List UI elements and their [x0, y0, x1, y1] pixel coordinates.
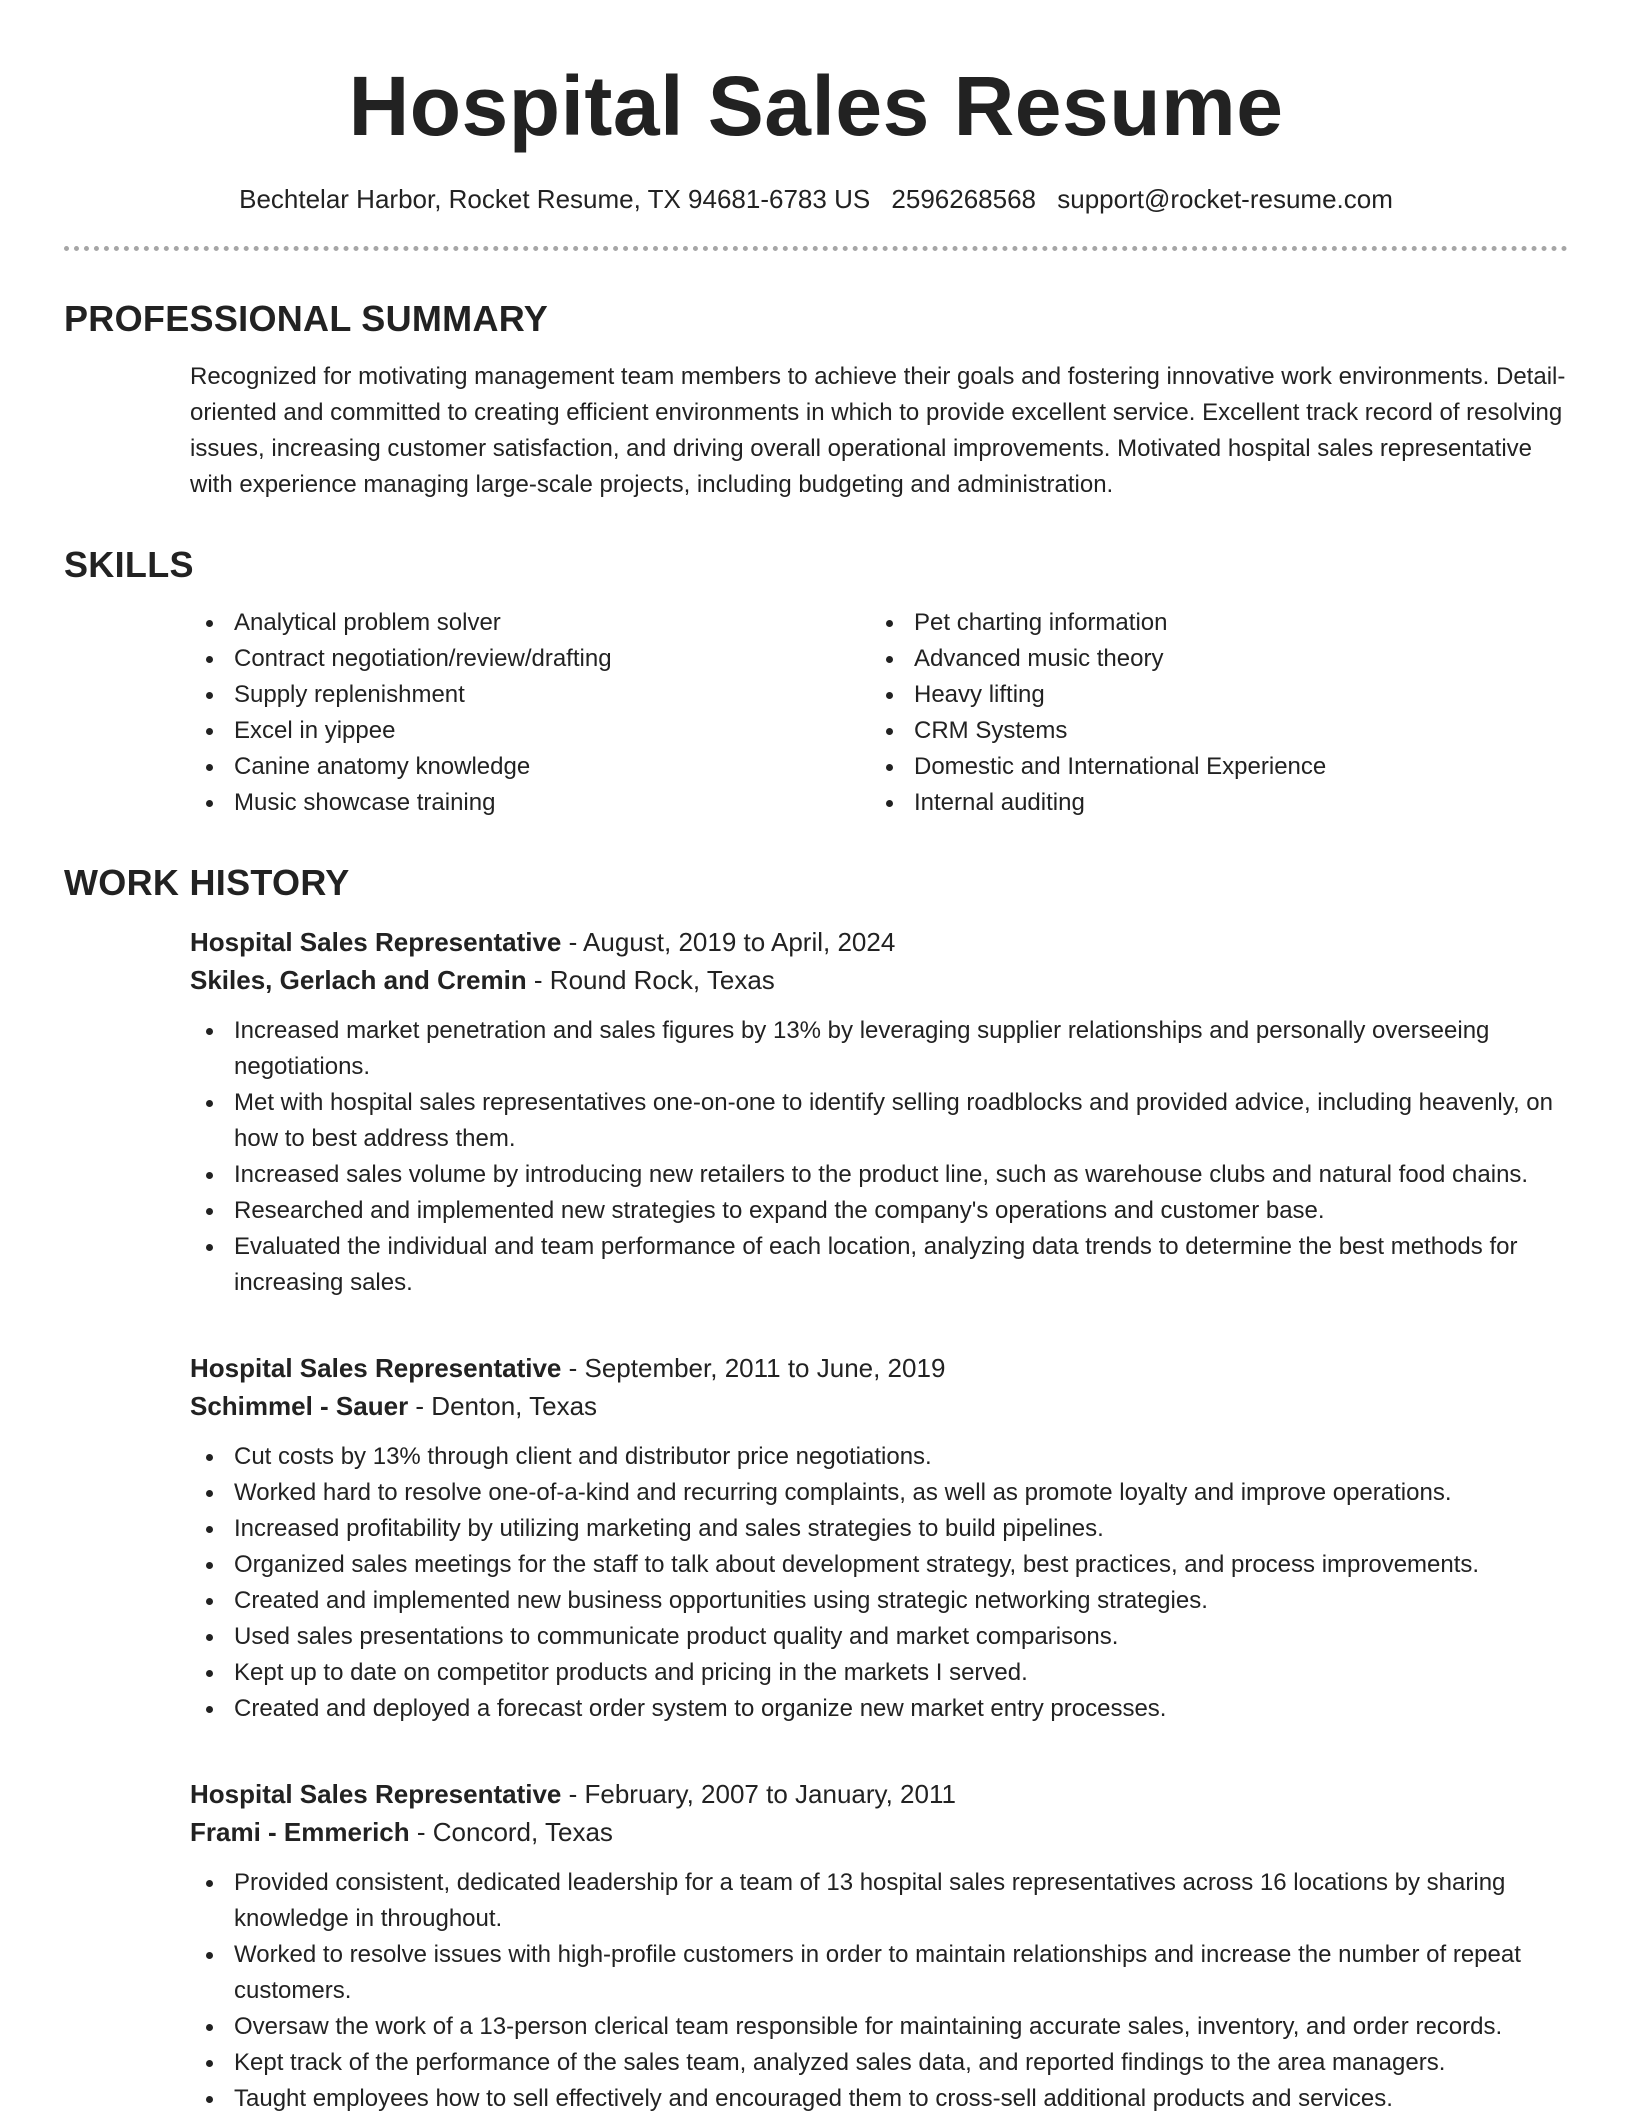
job-title-line: [190, 1349, 1568, 1387]
job-entry: [190, 923, 1568, 1301]
job-dates: - February, 2007 to January, 2011: [561, 1779, 956, 1809]
job-company: Skiles, Gerlach and Cremin: [190, 965, 527, 995]
work-history-section: [64, 861, 1568, 2112]
skill-item: Pet charting information: [870, 605, 1550, 641]
resume-header: [64, 56, 1568, 216]
job-role: Hospital Sales Representative: [190, 1779, 562, 1809]
skills-columns: [190, 605, 1568, 821]
job-bullet: Taught employees how to sell effectively and encouraged them to cross-sell additional products and services.: [190, 2081, 1568, 2112]
job-bullet: Created and implemented new business opportunities using strategic networking strategies.: [190, 1583, 1568, 1619]
skill-item: Contract negotiation/review/drafting: [190, 641, 870, 677]
skills-heading: SKILLS: [64, 544, 194, 585]
summary-section: [64, 297, 1568, 503]
job-bullet: Researched and implemented new strategies to expand the company's operations and customer base.: [190, 1193, 1568, 1229]
contact-email: support@rocket-resume.com: [1057, 184, 1393, 214]
job-bullets: [190, 1013, 1568, 1301]
job-bullet: Oversaw the work of a 13-person clerical team responsible for maintaining accurate sales, inventory, and order records.: [190, 2009, 1568, 2045]
summary-heading: PROFESSIONAL SUMMARY: [64, 298, 549, 339]
job-bullet: Worked hard to resolve one-of-a-kind and recurring complaints, as well as promote loyalty and improve operations.: [190, 1475, 1568, 1511]
skill-item: Analytical problem solver: [190, 605, 870, 641]
skill-item: Internal auditing: [870, 785, 1550, 821]
job-entry: [190, 1349, 1568, 1727]
job-title-line: [190, 1775, 1568, 1813]
skills-section: [64, 543, 1568, 821]
skills-list-left: [190, 605, 870, 821]
skill-item: CRM Systems: [870, 713, 1550, 749]
header-divider: [64, 246, 1568, 251]
job-company-line: [190, 961, 1568, 999]
skill-item: Canine anatomy knowledge: [190, 749, 870, 785]
job-bullet: Met with hospital sales representatives one-on-one to identify selling roadblocks and provided advice, including heavenly, on how to best address them.: [190, 1085, 1568, 1157]
job-bullet: Evaluated the individual and team performance of each location, analyzing data trends to determine the best methods for increasing sales.: [190, 1229, 1568, 1301]
job-bullet: Increased profitability by utilizing marketing and sales strategies to build pipelines.: [190, 1511, 1568, 1547]
job-location: - Concord, Texas: [409, 1817, 613, 1847]
job-location: - Denton, Texas: [408, 1391, 598, 1421]
skill-item: Supply replenishment: [190, 677, 870, 713]
job-bullet: Kept track of the performance of the sales team, analyzed sales data, and reported findings to the area managers.: [190, 2045, 1568, 2081]
skill-item: Music showcase training: [190, 785, 870, 821]
job-bullet: Increased market penetration and sales figures by 13% by leveraging supplier relationships and personally overseeing negotiations.: [190, 1013, 1568, 1085]
job-bullet: Created and deployed a forecast order system to organize new market entry processes.: [190, 1691, 1568, 1727]
resume-title: Hospital Sales Resume: [348, 59, 1284, 153]
job-entry: [190, 1775, 1568, 2112]
job-bullet: Worked to resolve issues with high-profile customers in order to maintain relationships and increase the number of repeat customers.: [190, 1937, 1568, 2009]
job-bullet: Cut costs by 13% through client and distributor price negotiations.: [190, 1439, 1568, 1475]
job-bullet: Used sales presentations to communicate product quality and market comparisons.: [190, 1619, 1568, 1655]
contact-address: Bechtelar Harbor, Rocket Resume, TX 94681-6783 US: [239, 184, 871, 214]
job-bullet: Kept up to date on competitor products and pricing in the markets I served.: [190, 1655, 1568, 1691]
skill-item: Domestic and International Experience: [870, 749, 1550, 785]
job-bullet: Organized sales meetings for the staff to talk about development strategy, best practices, and process improvements.: [190, 1547, 1568, 1583]
job-company-line: [190, 1813, 1568, 1851]
skill-item: Excel in yippee: [190, 713, 870, 749]
job-company-line: [190, 1387, 1568, 1425]
contact-phone: 2596268568: [891, 184, 1037, 214]
summary-text: Recognized for motivating management team members to achieve their goals and fostering innovative work environments. Detail-oriented and committed to creating efficient environments in which to provide excellent service. Excellent track record of resolving issues, increasing customer satisfaction, and driving overall operational improvements. Motivated hospital sales representative with experience managing large-scale projects, including budgeting and administration.: [190, 363, 1566, 498]
job-company: Schimmel - Sauer: [190, 1391, 409, 1421]
job-bullets: [190, 1865, 1568, 2112]
job-bullet: Increased sales volume by introducing new retailers to the product line, such as warehouse clubs and natural food chains.: [190, 1157, 1568, 1193]
skill-item: Advanced music theory: [870, 641, 1550, 677]
job-title-line: [190, 923, 1568, 961]
job-role: Hospital Sales Representative: [190, 927, 562, 957]
job-bullet: Provided consistent, dedicated leadership for a team of 13 hospital sales representatives across 16 locations by sharing knowledge in throughout.: [190, 1865, 1568, 1937]
job-bullets: [190, 1439, 1568, 1727]
job-location: - Round Rock, Texas: [526, 965, 775, 995]
contact-info: [64, 182, 1568, 216]
skills-list-right: [870, 605, 1550, 821]
work-history-heading: WORK HISTORY: [64, 862, 350, 903]
job-dates: - September, 2011 to June, 2019: [561, 1353, 946, 1383]
job-role: Hospital Sales Representative: [190, 1353, 562, 1383]
job-dates: - August, 2019 to April, 2024: [561, 927, 896, 957]
job-company: Frami - Emmerich: [190, 1817, 410, 1847]
skill-item: Heavy lifting: [870, 677, 1550, 713]
